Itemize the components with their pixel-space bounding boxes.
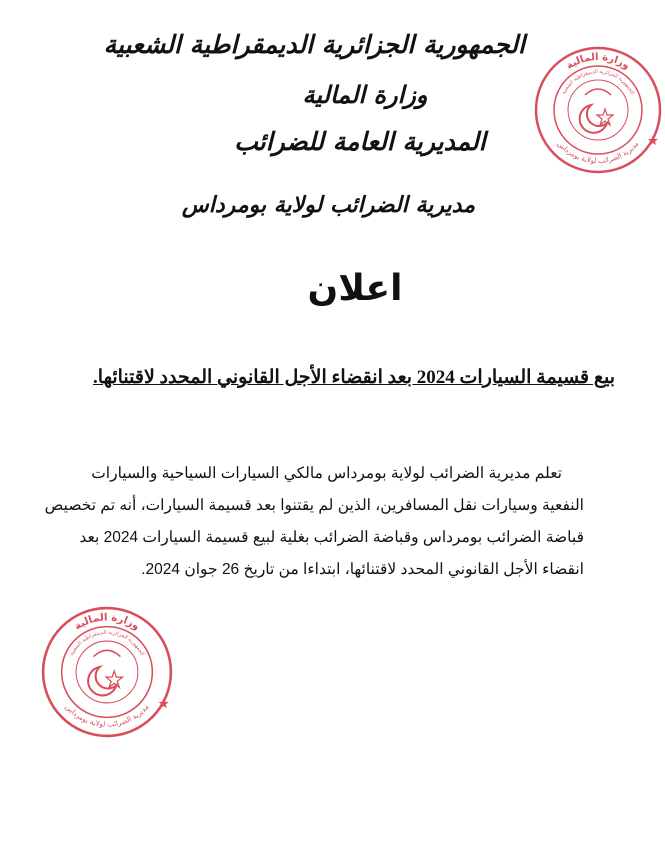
star-icon [597,109,613,125]
body-line: تعلم مديرية الضرائب لولاية بومرداس مالكي السيارات السياحية والسيارات [91,465,562,482]
stamp-text-bottom: مديرية الضرائب لولاية بومرداس [63,702,151,729]
crescent-icon [580,105,607,133]
announcement-title: اعلان [307,268,403,309]
local-directorate-heading: مديرية الضرائب لولاية بومرداس [181,192,475,218]
stamp-text-inner: الجمهورية الجزائرية الديمقراطية الشعبية [560,68,636,96]
announcement-body [44,458,584,586]
directorate-general-heading: المديرية العامة للضرائب [234,127,486,156]
official-stamp-bottom [40,605,174,739]
body-line: قباضة الضرائب بومرداس وقباضة الضرائب بغلية لبيع قسيمة السيارات 2024 بعد [79,529,584,546]
body-line: النفعية وسيارات نقل المسافرين، الذين لم يقتنوا بعد قسيمة السيارات، أنه تم تخصيص [44,497,584,514]
official-stamp-top [533,45,663,175]
announcement-subject: بيع قسيمة السيارات 2024 بعد انقضاء الأجل القانوني المحدد لاقتنائها. [93,367,615,388]
stamp-text-top: وزارة المالية [72,611,142,633]
stamp-text-inner: الجمهورية الجزائرية الديمقراطية الشعبية [68,629,146,657]
body-line: انقضاء الأجل القانوني المحدد لاقتنائها، ابتداءا من تاريخ 26 جوان 2024. [141,561,584,578]
stamp-text-top: وزارة المالية [564,51,632,72]
republic-heading: الجمهورية الجزائرية الديمقراطية الشعبية [103,30,525,59]
star-icon [106,671,122,687]
ministry-heading: وزارة المالية [302,80,428,109]
crescent-icon [88,667,116,696]
stamp-text-bottom: مديرية الضرائب لولاية بومرداس [555,139,641,166]
